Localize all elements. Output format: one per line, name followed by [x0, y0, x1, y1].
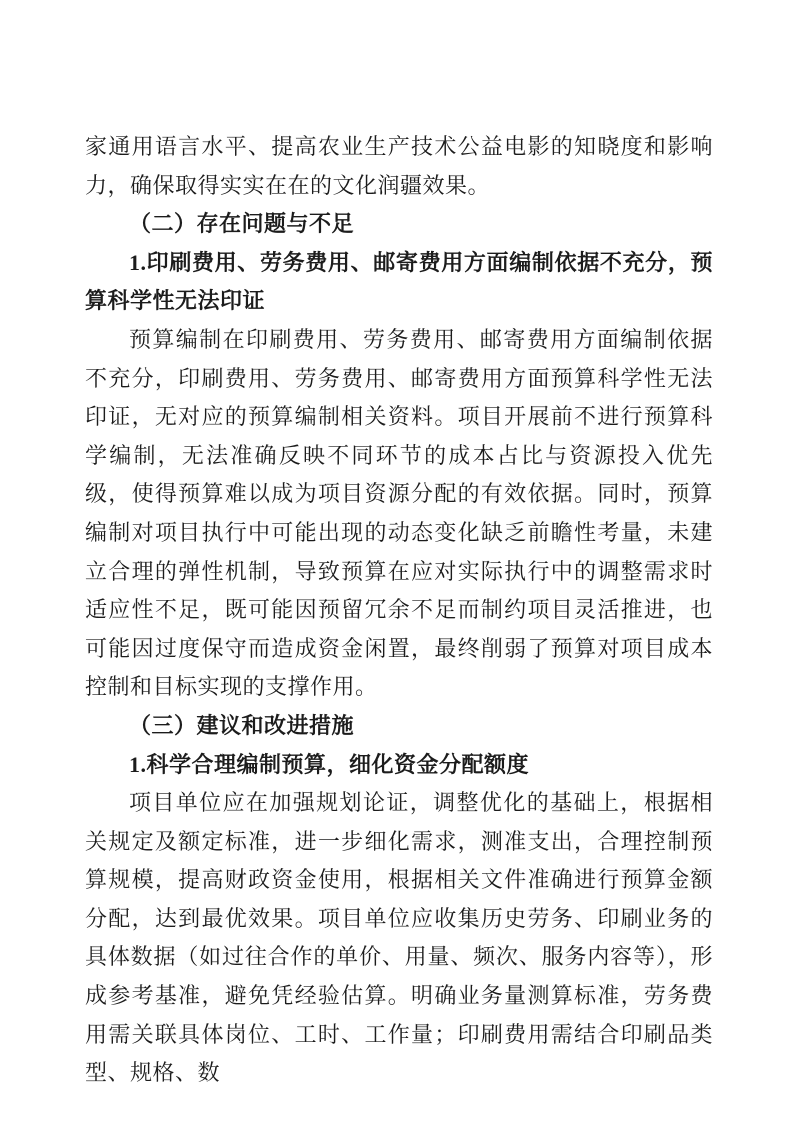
section-heading-suggestions-and-improvements: （三）建议和改进措施 — [129, 712, 355, 738]
subsection-heading-budget-basis-insufficient: 1.印刷费用、劳务费用、邮寄费用方面编制依据不充分，预算科学性无法印证 — [85, 249, 713, 314]
subsection-heading-scientific-budgeting: 1.科学合理编制预算，细化资金分配额度 — [129, 751, 530, 777]
paragraph-budget-problems-detail: 预算编制在印刷费用、劳务费用、邮寄费用方面编制依据不充分，印刷费用、劳务费用、邮寄费用方面预算科学性无法印证，无对应的预算编制相关资料。项目开展前不进行预算科学编制，无法准确反映不同环节的成本占比与资源投入优先级，使得预算难以成为项目资源分配的有效依据。同时，预算编制对项目执行中可能出现的动态变化缺乏前瞻性考量，未建立合理的弹性机制，导致预算在应对实际执行中的调整需求时适应性不足，既可能因预留冗余不足而制约项目灵活推进，也可能因过度保守而造成资金闲置，最终削弱了预算对项目成本控制和目标实现的支撑作用。 — [85, 326, 713, 700]
paragraph-continued-from-previous-page: 家通用语言水平、提高农业生产技术公益电影的知晓度和影响力，确保取得实实在在的文化润疆效果。 — [85, 134, 713, 198]
paragraph-budget-suggestions-detail: 项目单位应在加强规划论证，调整优化的基础上，根据相关规定及额定标准，进一步细化需求，测准支出，合理控制预算规模，提高财政资金使用，根据相关文件准确进行预算金额分配，达到最优效果。项目单位应收集历史劳务、印刷业务的具体数据（如过往合作的单价、用量、频次、服务内容等），形成参考基准，避免凭经验估算。明确业务量测算标准，劳务费用需关联具体岗位、工时、工作量；印刷费用需结合印刷品类型、规格、数 — [85, 790, 713, 1086]
section-heading-problems-and-deficiencies: （二）存在问题与不足 — [129, 211, 355, 237]
document-body — [85, 128, 713, 1093]
